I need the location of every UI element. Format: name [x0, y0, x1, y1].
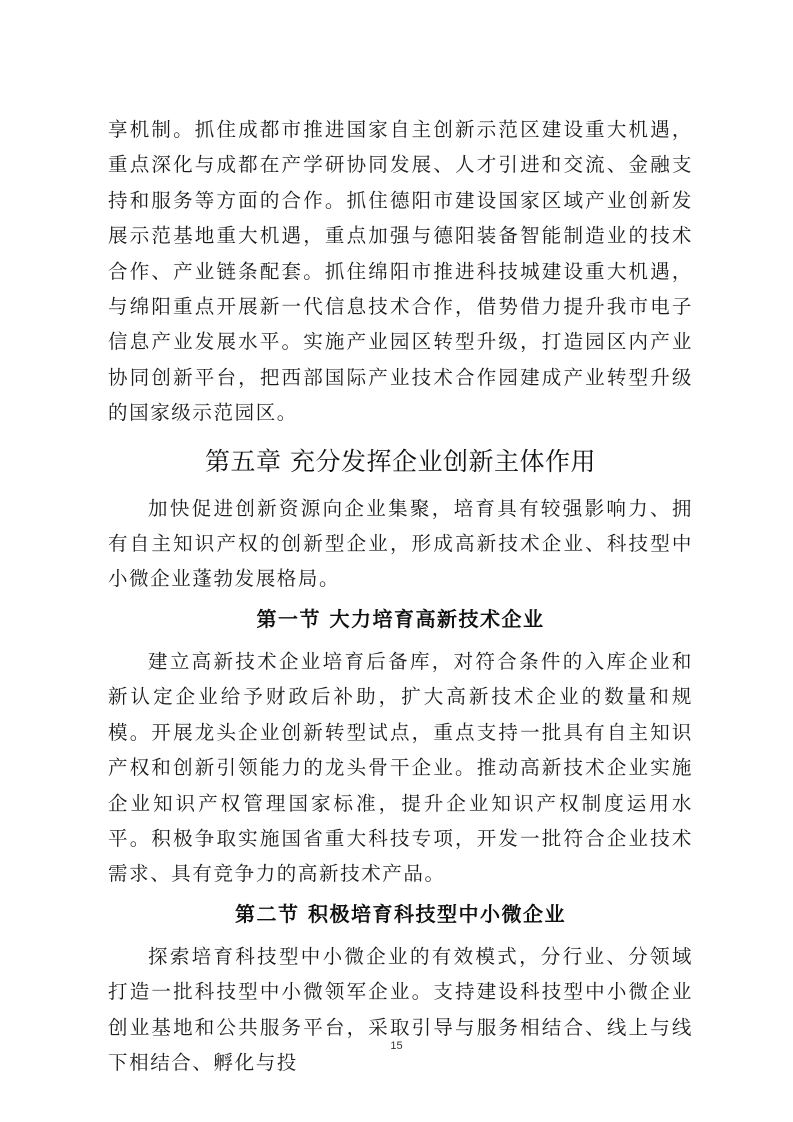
chapter-title: 第五章 充分发挥企业创新主体作用 — [205, 446, 596, 476]
section-2-paragraph: 探索培育科技型中小微企业的有效模式，分行业、分领域打造一批科技型中小微领军企业。支持建设科技型中小微企业创业基地和公共服务平台，采取引导与服务相结合、线上与线下相结合、孵化与投 — [108, 944, 693, 1074]
opening-paragraph: 享机制。抓住成都市推进国家自主创新示范区建设重大机遇，重点深化与成都在产学研协同发展、人才引进和交流、金融支持和服务等方面的合作。抓住德阳市建设国家区域产业创新发展示范基地重大机遇，重点加强与德阳装备智能制造业的技术合作、产业链条配套。抓住绵阳市推进科技城建设重大机遇，与绵阳重点开展新一代信息技术合作，借势借力提升我市电子信息产业发展水平。实施产业园区转型升级，打造园区内产业协同创新平台，把西部国际产业技术合作园建成产业转型升级的国家级示范园区。 — [108, 118, 693, 425]
chapter-intro-paragraph: 加快促进创新资源向企业集聚，培育具有较强影响力、拥有自主知识产权的创新型企业，形成高新技术企业、科技型中小微企业蓬勃发展格局。 — [108, 496, 693, 591]
section-1-title: 第一节 大力培育高新技术企业 — [256, 606, 545, 631]
page-content — [108, 112, 693, 1080]
section-2-title: 第二节 积极培育科技型中小微企业 — [235, 901, 566, 926]
section-1-paragraph: 建立高新技术企业培育后备库，对符合条件的入库企业和新认定企业给予财政后补助，扩大高新技术企业的数量和规模。开展龙头企业创新转型试点，重点支持一批具有自主知识产权和创新引领能力的龙头骨干企业。推动高新技术企业实施企业知识产权管理国家标准，提升企业知识产权制度运用水平。积极争取实施国省重大科技专项，开发一批符合企业技术需求、具有竞争力的高新技术产品。 — [108, 649, 693, 886]
page-number: 15 — [390, 1040, 403, 1052]
